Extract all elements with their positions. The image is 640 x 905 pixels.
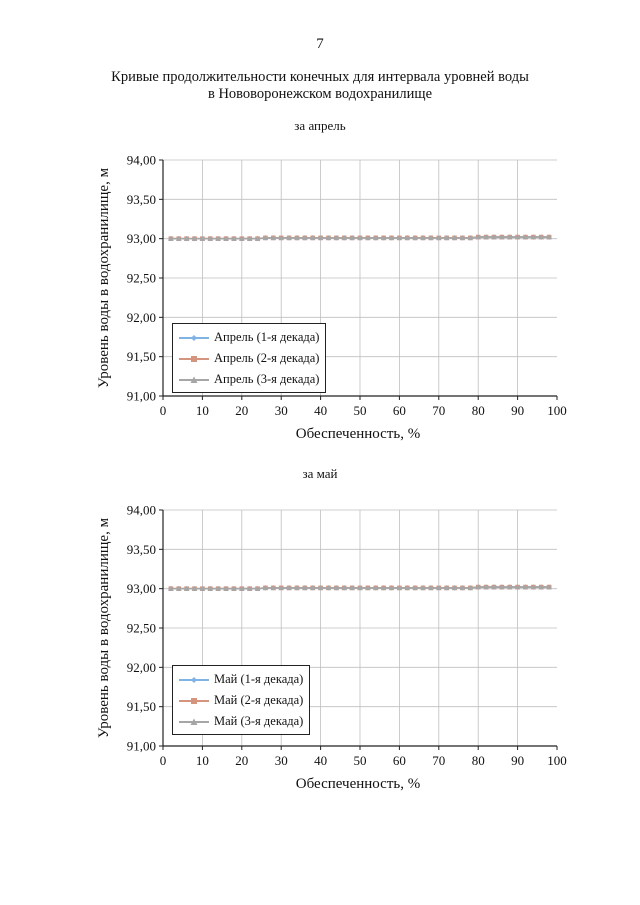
x-tick-label: 80 bbox=[471, 403, 485, 418]
legend-item-april-2 bbox=[179, 348, 319, 369]
page-number: 7 bbox=[316, 36, 324, 52]
chart-caption-may: за май bbox=[302, 466, 338, 481]
x-tick-label: 70 bbox=[432, 753, 446, 768]
y-axis-title: Уровень воды в водохранилище, м bbox=[96, 517, 112, 739]
x-tick-label: 50 bbox=[353, 753, 367, 768]
x-tick-label: 70 bbox=[432, 403, 446, 418]
y-tick-label: 91,50 bbox=[126, 349, 156, 365]
x-tick-label: 90 bbox=[511, 403, 525, 418]
y-tick-label: 92,00 bbox=[126, 659, 156, 675]
x-tick-label: 80 bbox=[471, 753, 485, 768]
legend-label-may-2: Май (2-я декада) bbox=[214, 693, 304, 707]
document-title-line-1: Кривые продолжительности конечных для интервала уровней воды bbox=[111, 69, 529, 85]
y-tick-label: 93,50 bbox=[126, 191, 156, 207]
x-tick-label: 20 bbox=[235, 753, 249, 768]
y-tick-label: 94,00 bbox=[126, 152, 156, 168]
y-tick-label: 91,00 bbox=[126, 388, 156, 404]
legend-swatch-series-3 bbox=[179, 375, 209, 385]
x-tick-label: 90 bbox=[511, 753, 525, 768]
legend-swatch-series-3 bbox=[179, 717, 209, 727]
document-title bbox=[0, 69, 640, 103]
x-tick-label: 30 bbox=[274, 403, 288, 418]
x-axis-title: Обеспеченность, % bbox=[295, 776, 421, 792]
y-tick-label: 91,50 bbox=[126, 699, 156, 715]
chart-caption-april: за апрель bbox=[294, 118, 346, 133]
legend-label-may-3: Май (3-я декада) bbox=[214, 714, 304, 728]
y-tick-label: 93,00 bbox=[126, 581, 156, 597]
legend-item-may-1 bbox=[179, 669, 303, 690]
x-tick-label: 30 bbox=[274, 753, 288, 768]
y-tick-label: 94,00 bbox=[126, 502, 156, 518]
april-chart bbox=[0, 140, 640, 450]
x-axis-title: Обеспеченность, % bbox=[295, 426, 421, 442]
legend-item-may-2 bbox=[179, 690, 303, 711]
y-tick-label: 93,50 bbox=[126, 541, 156, 557]
y-tick-label: 92,50 bbox=[126, 620, 156, 636]
x-tick-label: 0 bbox=[159, 753, 167, 768]
may-legend bbox=[172, 665, 310, 735]
x-tick-label: 50 bbox=[353, 403, 367, 418]
y-tick-label: 92,50 bbox=[126, 270, 156, 286]
x-tick-label: 40 bbox=[314, 753, 328, 768]
x-tick-label: 0 bbox=[159, 403, 167, 418]
legend-label-april-3: Апрель (3-я декада) bbox=[214, 372, 320, 386]
may-chart bbox=[0, 490, 640, 800]
legend-label-april-1: Апрель (1-я декада) bbox=[214, 330, 320, 344]
x-tick-label: 100 bbox=[547, 403, 567, 418]
x-tick-label: 10 bbox=[195, 753, 209, 768]
x-tick-label: 20 bbox=[235, 403, 249, 418]
legend-label-april-2: Апрель (2-я декада) bbox=[214, 351, 320, 365]
legend-item-april-3 bbox=[179, 369, 319, 390]
legend-swatch-series-1 bbox=[179, 333, 209, 343]
document-title-line-2: в Нововоронежском водохранилище bbox=[207, 86, 433, 102]
x-tick-label: 100 bbox=[547, 753, 567, 768]
legend-item-april-1 bbox=[179, 327, 319, 348]
x-tick-label: 60 bbox=[392, 753, 406, 768]
y-tick-label: 93,00 bbox=[126, 231, 156, 247]
legend-item-may-3 bbox=[179, 711, 303, 732]
x-tick-label: 60 bbox=[392, 403, 406, 418]
y-axis-title: Уровень воды в водохранилище, м bbox=[96, 167, 112, 389]
y-tick-label: 91,00 bbox=[126, 738, 156, 754]
april-legend bbox=[172, 323, 326, 393]
x-tick-label: 10 bbox=[195, 403, 209, 418]
x-tick-label: 40 bbox=[314, 403, 328, 418]
legend-swatch-series-2 bbox=[179, 354, 209, 364]
legend-swatch-series-1 bbox=[179, 675, 209, 685]
legend-swatch-series-2 bbox=[179, 696, 209, 706]
y-tick-label: 92,00 bbox=[126, 309, 156, 325]
legend-label-may-1: Май (1-я декада) bbox=[214, 672, 304, 686]
